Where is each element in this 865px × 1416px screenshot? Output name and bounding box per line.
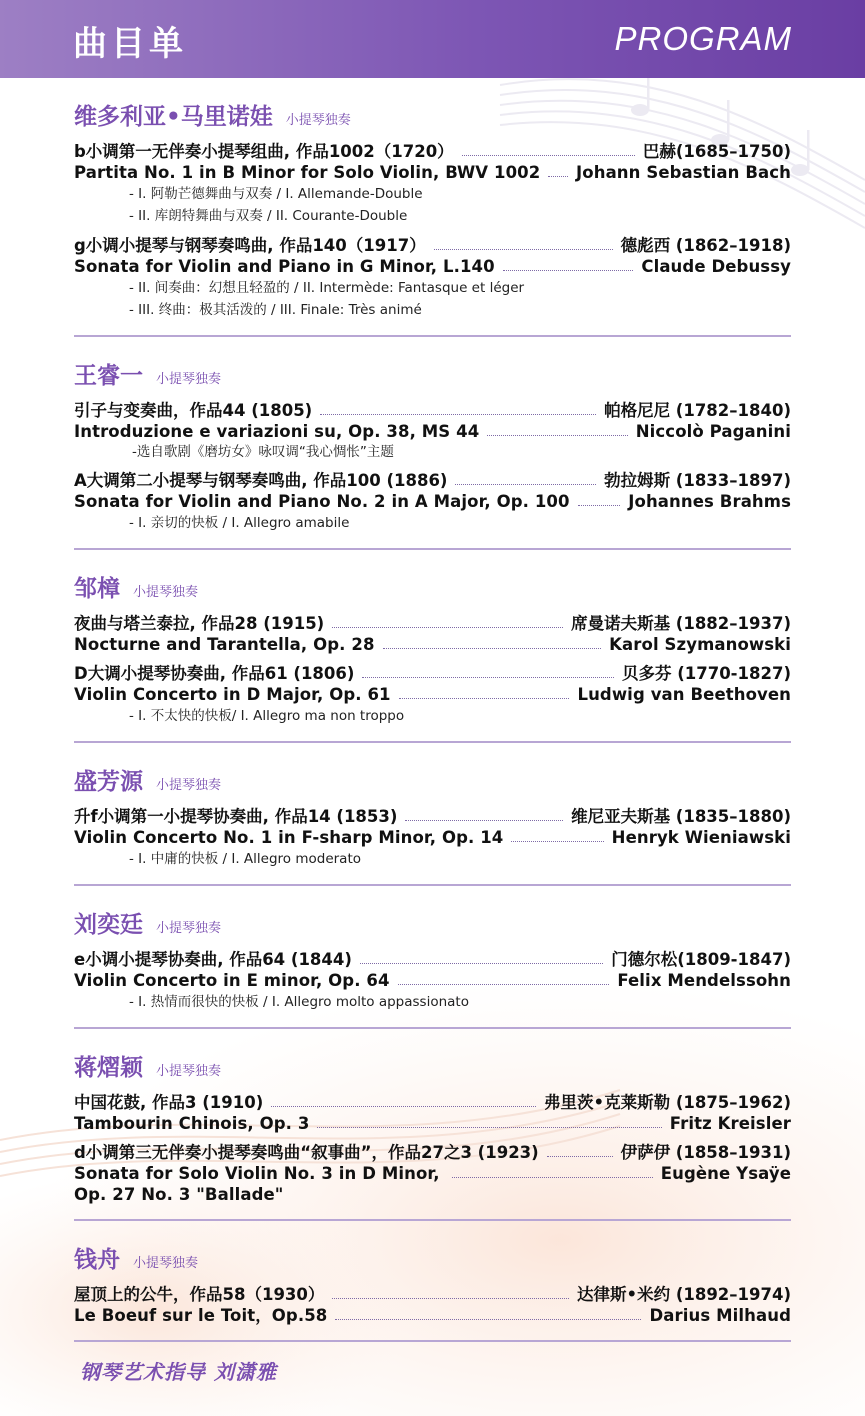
performer-role: 小提琴独奏	[133, 585, 199, 600]
performer-name: 蒋熠颖	[74, 1055, 143, 1081]
piece-title-zh: b小调第一无伴奏小提琴组曲, 作品1002（1720）	[74, 142, 454, 161]
performer-name: 盛芳源	[74, 769, 143, 795]
piece-title-zh: d小调第三无伴奏小提琴奏鸣曲“叙事曲”，作品27之3 (1923)	[74, 1143, 539, 1162]
dot-leader	[511, 841, 603, 842]
piece-title-zh: 引子与变奏曲，作品44 (1805)	[74, 401, 313, 420]
performer-section	[74, 570, 791, 743]
dot-leader	[405, 820, 563, 821]
performer-name: 维多利亚•马里诺娃	[74, 104, 273, 130]
dot-leader	[383, 648, 602, 649]
composer-en: Claude Debussy	[641, 257, 791, 276]
piece-title-zh: g小调小提琴与钢琴奏鸣曲, 作品140（1917）	[74, 236, 426, 255]
piece-title-en: Nocturne and Tarantella, Op. 28	[74, 635, 375, 654]
composer-zh: 帕格尼尼 (1782–1840)	[604, 401, 791, 420]
pianist-credit: 钢琴艺术指导 刘潇雅	[80, 1360, 277, 1384]
composer-en: Ludwig van Beethoven	[577, 685, 791, 704]
dot-leader	[320, 414, 596, 415]
program-list	[74, 98, 791, 1385]
performer-section	[74, 357, 791, 550]
performer-role: 小提琴独奏	[156, 372, 222, 387]
composer-zh: 门德尔松(1809-1847)	[611, 950, 791, 969]
piece-note: -选自歌剧《磨坊女》咏叹调“我心惆怅”主题	[132, 444, 394, 460]
performer-name: 钱舟	[74, 1247, 120, 1273]
movement: - I. 热情而很快的快板 / I. Allegro molto appassionato	[129, 994, 469, 1010]
composer-zh: 弗里茨•克莱斯勒 (1875–1962)	[544, 1093, 791, 1112]
composer-zh: 伊萨伊 (1858–1931)	[620, 1143, 791, 1162]
movement: - I. 阿勒芒德舞曲与双奏 / I. Allemande-Double	[129, 186, 423, 202]
piece-title-en: Partita No. 1 in B Minor for Solo Violin, BWV 1002	[74, 163, 541, 182]
composer-zh: 贝多芬 (1770-1827)	[621, 664, 791, 683]
dot-leader	[335, 1319, 641, 1320]
movement: - II. 库朗特舞曲与双奏 / II. Courante-Double	[129, 208, 408, 224]
dot-leader	[578, 505, 621, 506]
piece-title-en: Violin Concerto in E minor, Op. 64	[74, 971, 390, 990]
performer-section	[74, 1241, 791, 1342]
composer-zh: 勃拉姆斯 (1833–1897)	[604, 471, 791, 490]
performer-name: 邹樟	[74, 576, 120, 602]
piece-title-zh: A大调第二小提琴与钢琴奏鸣曲, 作品100 (1886)	[74, 471, 448, 490]
program-piece	[74, 1142, 791, 1205]
composer-zh: 德彪西 (1862–1918)	[620, 236, 791, 255]
piece-title-en: Tambourin Chinois, Op. 3	[74, 1114, 310, 1133]
program-piece	[74, 470, 791, 534]
piece-title-zh: 升f小调第一小提琴协奏曲, 作品14 (1853)	[74, 807, 398, 826]
program-piece	[74, 613, 791, 655]
program-piece	[74, 949, 791, 1013]
dot-leader	[434, 249, 613, 250]
header-title-en: PROGRAM	[614, 20, 792, 57]
program-piece	[74, 235, 791, 321]
performer-role: 小提琴独奏	[156, 778, 222, 793]
performer-section	[74, 98, 791, 337]
dot-leader	[455, 484, 596, 485]
composer-en: Eugène Ysaÿe	[660, 1164, 791, 1183]
composer-en: Johannes Brahms	[628, 492, 791, 511]
piece-title-zh: 屋顶上的公牛，作品58（1930）	[74, 1285, 325, 1304]
performer-name: 刘奕廷	[74, 912, 143, 938]
composer-zh: 维尼亚夫斯基 (1835–1880)	[571, 807, 791, 826]
composer-en: Karol Szymanowski	[609, 635, 791, 654]
dot-leader	[317, 1127, 661, 1128]
movement: - I. 中庸的快板 / I. Allegro moderato	[129, 851, 361, 867]
movement: - I. 亲切的快板 / I. Allegro amabile	[129, 515, 350, 531]
composer-en: Felix Mendelssohn	[617, 971, 791, 990]
program-header	[0, 0, 865, 78]
program-piece	[74, 663, 791, 727]
composer-en: Fritz Kreisler	[669, 1114, 791, 1133]
piece-title-zh: 夜曲与塔兰泰拉, 作品28 (1915)	[74, 614, 325, 633]
piece-title-en: Introduzione e variazioni su, Op. 38, MS 44	[74, 422, 480, 441]
dot-leader	[360, 963, 603, 964]
composer-en: Henryk Wieniawski	[611, 828, 791, 847]
program-piece	[74, 141, 791, 227]
dot-leader	[332, 1298, 569, 1299]
dot-leader	[362, 677, 614, 678]
piece-title-en: Sonata for Violin and Piano in G Minor, L.140	[74, 257, 495, 276]
composer-en: Johann Sebastian Bach	[576, 163, 791, 182]
piece-title-en: Violin Concerto No. 1 in F-sharp Minor, Op. 14	[74, 828, 504, 847]
piece-title-zh: 中国花鼓, 作品3 (1910)	[74, 1093, 264, 1112]
piece-title-en: Sonata for Solo Violin No. 3 in D Minor, Op. 27 No. 3 "Ballade"	[74, 1164, 440, 1204]
piece-title-zh: D大调小提琴协奏曲, 作品61 (1806)	[74, 664, 355, 683]
piece-title-zh: e小调小提琴协奏曲, 作品64 (1844)	[74, 950, 352, 969]
dot-leader	[462, 155, 635, 156]
program-piece	[74, 1284, 791, 1326]
composer-zh: 巴赫(1685–1750)	[642, 142, 791, 161]
performer-section	[74, 1049, 791, 1221]
performer-section	[74, 906, 791, 1029]
dot-leader	[332, 627, 563, 628]
performer-role: 小提琴独奏	[133, 1256, 199, 1271]
dot-leader	[487, 435, 627, 436]
performer-role: 小提琴独奏	[156, 921, 222, 936]
program-piece	[74, 1092, 791, 1134]
composer-zh: 席曼诺夫斯基 (1882–1937)	[571, 614, 791, 633]
program-piece	[74, 806, 791, 870]
movement: - II. 间奏曲：幻想且轻盈的 / II. Intermède: Fantasque et léger	[129, 280, 525, 296]
dot-leader	[452, 1177, 653, 1178]
piece-title-en: Sonata for Violin and Piano No. 2 in A Major, Op. 100	[74, 492, 570, 511]
dot-leader	[271, 1106, 536, 1107]
dot-leader	[399, 698, 570, 699]
dot-leader	[547, 1156, 613, 1157]
performer-role: 小提琴独奏	[285, 113, 351, 128]
performer-role: 小提琴独奏	[156, 1064, 222, 1079]
piece-title-en: Violin Concerto in D Major, Op. 61	[74, 685, 391, 704]
dot-leader	[503, 270, 634, 271]
composer-en: Darius Milhaud	[649, 1306, 791, 1325]
composer-en: Niccolò Paganini	[635, 422, 791, 441]
movement: - III. 终曲：极其活泼的 / III. Finale: Très animé	[129, 302, 422, 318]
performer-name: 王睿一	[74, 363, 143, 389]
header-title-zh: 曲目单	[73, 24, 187, 64]
performer-section	[74, 763, 791, 886]
piece-title-en: Le Boeuf sur le Toit，Op.58	[74, 1306, 328, 1325]
program-piece	[74, 400, 791, 462]
composer-zh: 达律斯•米约 (1892–1974)	[577, 1285, 791, 1304]
dot-leader	[548, 176, 568, 177]
movement: - I. 不太快的快板/ I. Allegro ma non troppo	[129, 708, 405, 724]
dot-leader	[398, 984, 610, 985]
